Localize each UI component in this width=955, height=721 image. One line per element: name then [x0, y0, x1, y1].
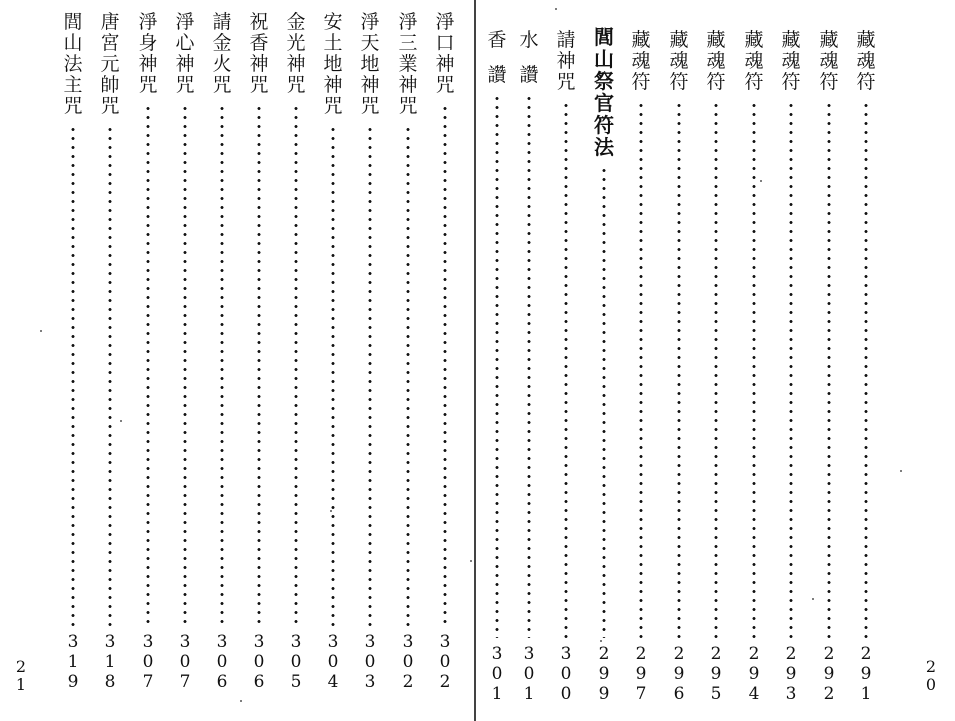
toc-entry	[701, 12, 731, 712]
toc-entry	[626, 12, 656, 712]
toc-page-number: 2 9 1	[860, 644, 872, 704]
leader-dots	[752, 101, 756, 638]
leader-dots	[677, 101, 681, 638]
toc-entry	[244, 12, 274, 712]
page-gutter	[474, 0, 476, 721]
toc-entry	[207, 12, 237, 712]
toc-page-number: 3 0 7	[142, 632, 154, 692]
toc-entry-title: 閭 山 祭 官 符 法	[594, 25, 614, 159]
toc-page-number: 3 0 2	[439, 632, 451, 692]
toc-page-number: 3 0 7	[179, 632, 191, 692]
toc-entry	[281, 12, 311, 712]
toc-entry-title: 唐 宮 元 帥 咒	[100, 11, 120, 117]
toc-entry-title: 淨 三 業 神 咒	[398, 11, 418, 117]
leader-dots	[789, 101, 793, 638]
right-folio: 2 0	[925, 657, 937, 694]
toc-entry-title: 藏 魂 符	[706, 29, 726, 93]
leader-dots	[527, 94, 531, 638]
leader-dots	[602, 166, 606, 638]
toc-entry-title: 香 讚	[487, 29, 507, 86]
leader-dots	[864, 101, 868, 638]
toc-entry	[551, 12, 581, 712]
toc-page-number: 3 1 9	[67, 632, 79, 692]
leader-dots	[294, 104, 298, 626]
toc-entry-title: 淨 口 神 咒	[435, 11, 455, 96]
scan-speck	[812, 598, 814, 600]
toc-entry-title: 藏 魂 符	[781, 29, 801, 93]
leader-dots	[146, 104, 150, 626]
toc-page-number: 2 9 7	[635, 644, 647, 704]
leader-dots	[71, 125, 75, 626]
toc-entry	[814, 12, 844, 712]
toc-entry	[589, 12, 619, 712]
toc-entry-title: 淨 天 地 神 咒	[360, 11, 380, 117]
toc-entry	[318, 12, 348, 712]
leader-dots	[827, 101, 831, 638]
toc-page-number: 3 0 2	[402, 632, 414, 692]
scan-speck	[240, 700, 242, 702]
toc-page-number: 3 0 6	[253, 632, 265, 692]
toc-entry	[739, 12, 769, 712]
toc-entry-title: 淨 心 神 咒	[175, 11, 195, 96]
toc-page-number: 3 0 3	[364, 632, 376, 692]
toc-entry-title: 閭 山 法 主 咒	[63, 11, 83, 117]
toc-entry	[58, 12, 88, 712]
toc-page-number: 3 0 1	[523, 644, 535, 704]
toc-entry	[664, 12, 694, 712]
toc-page-number: 2 9 2	[823, 644, 835, 704]
toc-entry	[482, 12, 512, 712]
toc-entry	[393, 12, 423, 712]
toc-page-number: 2 9 3	[785, 644, 797, 704]
leader-dots	[564, 101, 568, 638]
toc-entry-title: 請 神 咒	[556, 29, 576, 93]
toc-entry	[430, 12, 460, 712]
toc-page-number: 2 9 5	[710, 644, 722, 704]
toc-entry	[514, 12, 544, 712]
toc-entry-title: 祝 香 神 咒	[249, 11, 269, 96]
toc-entry	[95, 12, 125, 712]
toc-entry-title: 淨 身 神 咒	[138, 11, 158, 96]
scan-speck	[600, 640, 602, 642]
toc-entry-title: 藏 魂 符	[856, 29, 876, 93]
toc-page-number: 3 1 8	[104, 632, 116, 692]
toc-entry-title: 金 光 神 咒	[286, 11, 306, 96]
toc-entry	[355, 12, 385, 712]
leader-dots	[183, 104, 187, 626]
leader-dots	[331, 125, 335, 626]
toc-page-number: 3 0 1	[491, 644, 503, 704]
toc-entry	[851, 12, 881, 712]
leader-dots	[714, 101, 718, 638]
left-page	[0, 0, 477, 721]
toc-page-number: 3 0 4	[327, 632, 339, 692]
toc-page-number: 3 0 0	[560, 644, 572, 704]
toc-entry-title: 安 土 地 神 咒	[323, 11, 343, 117]
scan-speck	[760, 180, 762, 182]
leader-dots	[495, 94, 499, 638]
scan-speck	[555, 8, 557, 10]
leader-dots	[368, 125, 372, 626]
toc-entry-title: 請 金 火 咒	[212, 11, 232, 96]
toc-entry-title: 藏 魂 符	[744, 29, 764, 93]
scan-speck	[470, 560, 472, 562]
scan-speck	[330, 510, 332, 512]
toc-page-number: 2 9 4	[748, 644, 760, 704]
toc-entry-title: 藏 魂 符	[631, 29, 651, 93]
leader-dots	[639, 101, 643, 638]
toc-entry	[776, 12, 806, 712]
left-folio: 2 1	[15, 657, 27, 694]
scan-speck	[900, 470, 902, 472]
toc-page-number: 3 0 6	[216, 632, 228, 692]
toc-page-number: 2 9 6	[673, 644, 685, 704]
leader-dots	[257, 104, 261, 626]
scan-speck	[40, 330, 42, 332]
toc-page-number: 2 9 9	[598, 644, 610, 704]
leader-dots	[406, 125, 410, 626]
leader-dots	[220, 104, 224, 626]
leader-dots	[443, 104, 447, 626]
toc-entry	[170, 12, 200, 712]
toc-entry-title: 藏 魂 符	[819, 29, 839, 93]
toc-entry-title: 藏 魂 符	[669, 29, 689, 93]
scan-speck	[120, 420, 122, 422]
leader-dots	[108, 125, 112, 626]
toc-entry	[133, 12, 163, 712]
toc-entry-title: 水 讚	[519, 29, 539, 86]
right-page	[478, 0, 955, 721]
toc-page-number: 3 0 5	[290, 632, 302, 692]
